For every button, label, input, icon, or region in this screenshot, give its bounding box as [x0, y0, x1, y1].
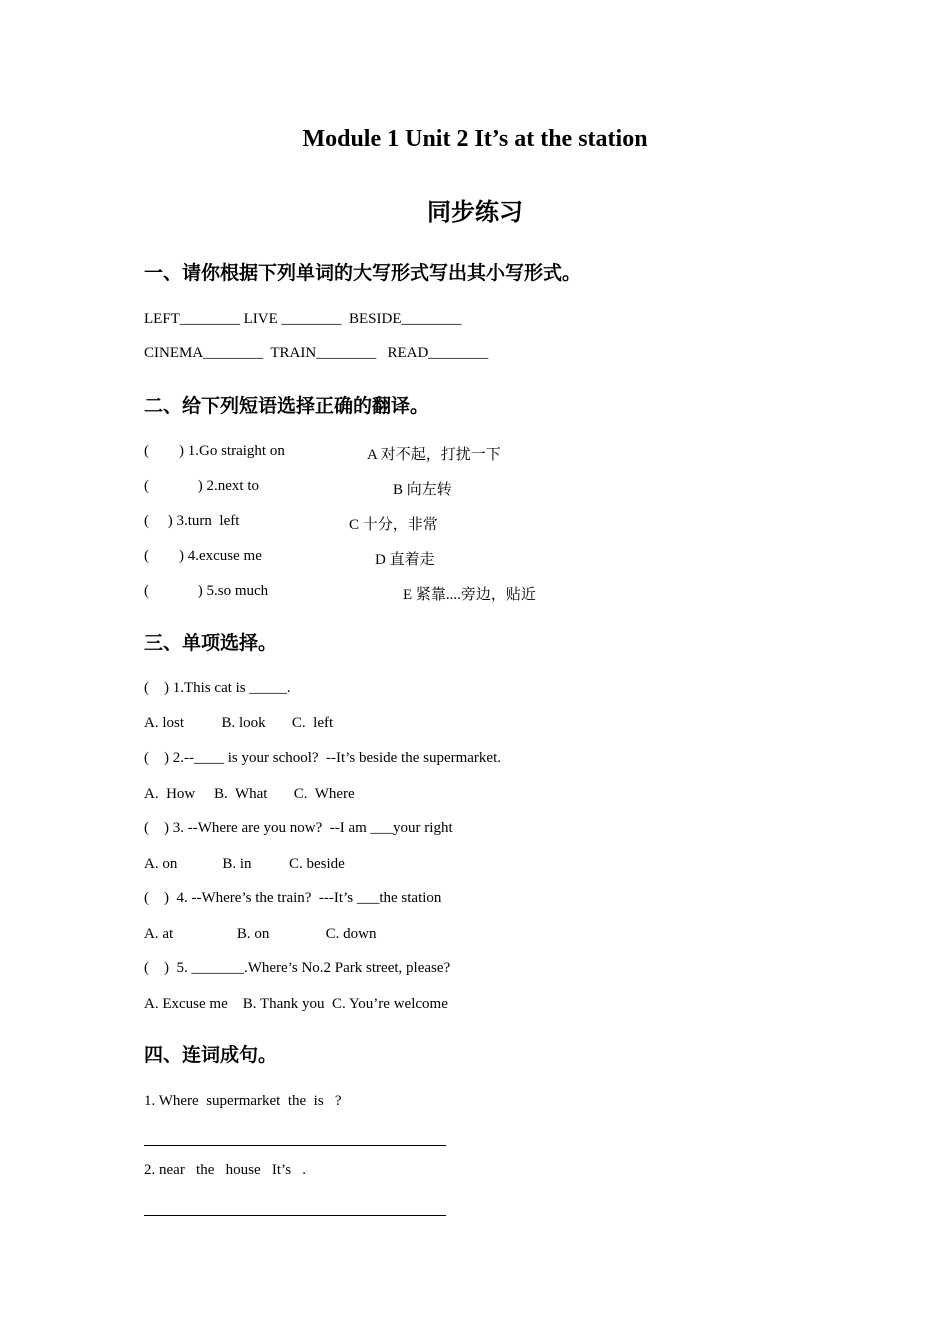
choice-options-4: A. at B. on C. down: [144, 926, 377, 942]
section3-heading: 三、单项选择。: [144, 632, 278, 654]
answer-line-2: [144, 1215, 446, 1216]
match-answer-b: B 向左转: [393, 482, 452, 498]
page-subtitle: 同步练习: [427, 198, 523, 226]
choice-options-2: A. How B. What C. Where: [144, 786, 355, 802]
sentence-item-1: 1. Where supermarket the is ?: [144, 1093, 342, 1109]
match-question-1: ( ) 1.Go straight on: [144, 443, 285, 459]
match-question-3: ( ) 3.turn left: [144, 513, 240, 529]
page-title: Module 1 Unit 2 It’s at the station: [302, 126, 648, 152]
choice-question-5: ( ) 5. _______.Where’s No.2 Park street, please?: [144, 960, 451, 976]
match-answer-d: D 直着走: [375, 552, 435, 568]
choice-options-1: A. lost B. look C. left: [144, 715, 334, 731]
answer-line-1: [144, 1145, 446, 1146]
choice-question-4: ( ) 4. --Where’s the train? ---It’s ___the station: [144, 890, 442, 906]
section2-heading: 二、给下列短语选择正确的翻译。: [144, 395, 430, 417]
choice-options-5: A. Excuse me B. Thank you C. You’re welcome: [144, 996, 448, 1012]
match-question-2: ( ) 2.next to: [144, 478, 259, 494]
section1-row-1: LEFT________ LIVE ________ BESIDE________: [144, 311, 462, 327]
choice-question-2: ( ) 2.--____ is your school? --It’s beside the supermarket.: [144, 750, 501, 766]
sentence-item-2: 2. near the house It’s .: [144, 1162, 307, 1178]
section1-heading: 一、请你根据下列单词的大写形式写出其小写形式。: [144, 262, 582, 284]
match-answer-e: E 紧靠....旁边，贴近: [403, 587, 536, 603]
section4-heading: 四、连词成句。: [144, 1044, 278, 1066]
match-answer-c: C 十分，非常: [349, 517, 438, 533]
choice-question-3: ( ) 3. --Where are you now? --I am ___your right: [144, 820, 453, 836]
match-answer-a: A 对不起，打扰一下: [367, 447, 501, 463]
choice-options-3: A. on B. in C. beside: [144, 856, 345, 872]
choice-question-1: ( ) 1.This cat is _____.: [144, 680, 291, 696]
match-question-4: ( ) 4.excuse me: [144, 548, 262, 564]
match-question-5: ( ) 5.so much: [144, 583, 269, 599]
section1-row-2: CINEMA________ TRAIN________ READ________: [144, 345, 489, 361]
